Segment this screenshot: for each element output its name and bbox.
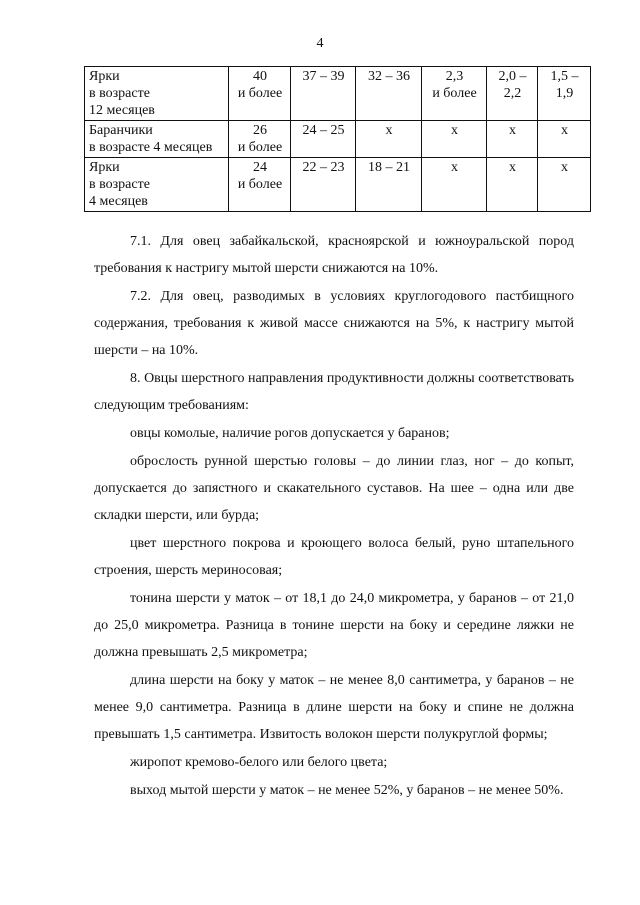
requirement-clean-yield: выход мытой шерсти у маток – не менее 52%, у баранов – не менее 50%.	[130, 783, 564, 798]
cell-line: 18 – 21	[368, 160, 410, 175]
table-cell	[356, 121, 422, 158]
cell-line: x	[509, 160, 516, 175]
cell-line: 2,3	[445, 69, 464, 84]
table-row	[85, 67, 591, 121]
table-cell	[291, 158, 356, 212]
table-cell	[538, 158, 591, 212]
table-cell	[538, 121, 591, 158]
table-cell	[422, 158, 487, 212]
row-label	[85, 158, 229, 212]
cell-line: 26	[253, 123, 267, 138]
table-cell	[422, 121, 487, 158]
row-label-line: 12 месяцев	[89, 103, 155, 118]
cell-line: x	[451, 160, 458, 175]
cell-line: x	[509, 123, 516, 138]
cell-line: 1,5 – 1,9	[550, 69, 579, 101]
row-label-line: в возрасте	[89, 86, 150, 101]
page-number: 4	[316, 36, 324, 51]
paragraph-7-2: 7.2. Для овец, разводимых в условиях круглогодового пастбищного содержания, требования к живой массе снижаются на 5%, к настригу мытой шерсти – на 10%.	[94, 289, 574, 358]
requirement-color: цвет шерстного покрова и кроющего волоса белый, руно штапельного строения, шерсть мериносовая;	[94, 536, 574, 578]
row-label-line: в возрасте 4 месяцев	[89, 140, 213, 155]
cell-line: и более	[237, 140, 283, 155]
requirements-table	[84, 66, 591, 212]
cell-line: x	[451, 123, 458, 138]
table-cell	[487, 158, 538, 212]
requirement-length: длина шерсти на боку у маток – не менее 8,0 сантиметра, у баранов – не менее 9,0 сантиметра. Разница в длине шерсти на боку и спине не должна превышать 1,5 сантиметра. Извитость волокон шерсти полукруглой формы;	[94, 673, 574, 742]
cell-line: и более	[432, 86, 477, 101]
table-cell	[356, 67, 422, 121]
row-label	[85, 67, 229, 121]
cell-line: x	[561, 123, 568, 138]
row-label	[85, 121, 229, 158]
cell-line: 2,0 – 2,2	[498, 69, 527, 101]
cell-line: 37 – 39	[302, 69, 345, 84]
table-cell	[356, 158, 422, 212]
table-cell	[487, 67, 538, 121]
table-cell	[291, 121, 356, 158]
row-label-line: в возрасте	[89, 177, 150, 192]
cell-line: 40	[253, 69, 267, 84]
requirement-grease: жиропот кремово-белого или белого цвета;	[130, 755, 388, 770]
requirement-wool-coverage: оброслость рунной шерстью головы – до линии глаз, ног – до копыт, допускается до запястного и скакательного суставов. На шее – одна или две складки шерсти, или бурда;	[94, 454, 574, 523]
table-cell	[538, 67, 591, 121]
cell-line: 24 – 25	[302, 123, 345, 138]
row-label-line: Ярки	[89, 69, 120, 84]
paragraph-8: 8. Овцы шерстного направления продуктивности должны соответствовать следующим требованиям:	[94, 371, 574, 413]
paragraph-7-1: 7.1. Для овец забайкальской, красноярской и южноуральской пород требования к настригу мытой шерсти снижаются на 10%.	[94, 234, 574, 276]
table-cell	[422, 67, 487, 121]
requirement-fineness: тонина шерсти у маток – от 18,1 до 24,0 микрометра, у баранов – от 21,0 до 25,0 микрометра. Разница в тонине шерсти на боку и середине ляжки не должна превышать 2,5 микрометра;	[94, 591, 574, 660]
row-label-line: Ярки	[89, 160, 120, 175]
cell-line: 22 – 23	[302, 160, 345, 175]
document-body	[94, 228, 574, 805]
cell-line: 32 – 36	[368, 69, 410, 84]
cell-line: и более	[237, 86, 283, 101]
cell-line: x	[561, 160, 568, 175]
row-label-line: Баранчики	[89, 123, 153, 138]
table-cell	[229, 67, 291, 121]
table-cell	[291, 67, 356, 121]
table-cell	[229, 158, 291, 212]
cell-line: x	[385, 123, 393, 138]
table-row	[85, 121, 591, 158]
table-cell	[229, 121, 291, 158]
table-row	[85, 158, 591, 212]
cell-line: 24	[253, 160, 267, 175]
requirement-horns: овцы комолые, наличие рогов допускается у баранов;	[130, 426, 450, 441]
row-label-line: 4 месяцев	[89, 194, 148, 209]
cell-line: и более	[237, 177, 283, 192]
table-cell	[487, 121, 538, 158]
